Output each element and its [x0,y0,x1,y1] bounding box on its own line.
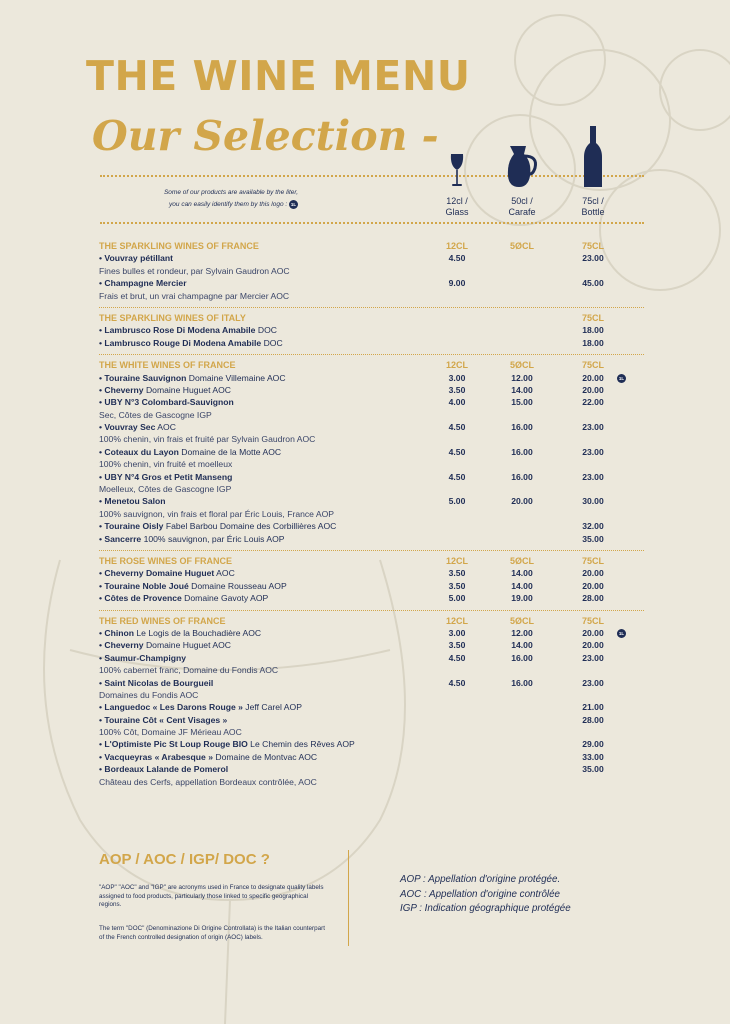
column-header-bottle: 75CL [581,555,604,566]
wine-name: Saint Nicolas de Bourgueil [104,677,214,688]
price-glass: 9.00 [448,278,466,289]
wine-item [99,337,644,349]
wine-item [99,639,644,651]
price-bottle: 23.00 [582,446,604,457]
bullet: • [99,593,103,604]
price-carafe: 19.00 [511,593,533,604]
bullet: • [99,278,103,289]
price-bottle: 23.00 [582,677,604,688]
wine-item [99,252,644,264]
page-subtitle: Our Selection - [92,112,439,160]
wine-name: Menetou Salon [104,496,166,507]
footer-divider [348,850,349,946]
column-header-glass: 12CL [445,241,468,251]
wine-description: 100% cabernet franc, Domaine du Fondis AOC [99,665,279,676]
wine-description: Domaines du Fondis AOC [99,689,199,700]
column-header-carafe: 5ØCL [509,615,534,626]
wine-name: Coteaux du Layon [104,446,179,457]
wine-item [99,567,644,579]
price-glass: 3.00 [448,372,466,383]
bullet: • [99,496,103,507]
price-carafe: 14.00 [511,568,533,579]
bullet: • [99,521,103,532]
wine-description: 100% chenin, vin fruité et moelleux [99,459,233,470]
wine-name: Touraine Noble Joué [104,580,189,591]
price-bottle: 29.00 [582,739,604,750]
size-label-bottle: 75cl / Bottle [581,196,605,217]
bullet: • [99,446,103,457]
price-glass: 3.50 [448,580,466,591]
size-label-carafe: 50cl / Carafe [508,196,536,217]
wine-description: Sec, Côtes de Gascogne IGP [99,409,212,420]
wine-section [99,610,644,788]
wine-name: L'Optimiste Pic St Loup Rouge BIO [104,739,248,750]
column-header-bottle: 75CL [581,312,604,323]
column-header-glass: 12CL [445,555,468,566]
price-carafe: 16.00 [511,446,533,457]
wine-description: Frais et brut, un vrai champagne par Mercier AOC [99,290,290,301]
liter-note [100,187,298,211]
bullet: • [99,397,103,408]
bullet: • [99,422,103,433]
wine-item [99,421,644,433]
price-bottle: 23.00 [582,471,604,482]
wine-name: Bordeaux Lalande de Pomerol [104,764,229,775]
column-header-glass: 12CL [445,615,468,626]
wine-glass-icon [427,153,487,189]
wine-item [99,372,644,384]
size-label-glass: 12cl / Glass [445,196,469,217]
wine-name: Languedoc « Les Darons Rouge » [104,702,243,713]
price-bottle: 18.00 [582,337,604,348]
wine-name: Vouvray pétillant [104,253,174,264]
wine-item [99,396,644,408]
price-carafe: 16.00 [511,471,533,482]
section-title: THE RED WINES OF FRANCE [99,615,226,626]
wine-section [99,354,644,545]
price-bottle: 35.00 [582,764,604,775]
price-glass: 3.50 [448,640,466,651]
price-carafe: 15.00 [511,397,533,408]
liter-badge-icon: 1L [618,375,625,381]
price-carafe: 16.00 [511,677,533,688]
wine-name: Vacqueyras « Arabesque » [104,751,214,762]
wine-detail: Le Logis de la Bouchadière AOC [134,627,262,638]
price-carafe: 12.00 [511,372,533,383]
wine-name: Sancerre [104,533,142,544]
price-bottle: 18.00 [582,325,604,336]
wine-name: Lambrusco Rouge Di Modena Amabile [104,337,262,348]
wine-detail: Domaine Rousseau AOP [188,580,287,591]
bullet: • [99,568,103,579]
bullet: • [99,384,103,395]
wine-description: 100% Côt, Domaine JF Mérieau AOC [99,727,242,738]
price-carafe: 14.00 [511,384,533,395]
price-glass: 3.50 [448,384,466,395]
wine-detail: AOC [214,568,235,579]
price-carafe: 12.00 [511,627,533,638]
price-glass: 5.00 [448,496,466,507]
column-header-carafe: 5ØCL [509,555,534,566]
price-bottle: 23.00 [582,652,604,663]
wine-item [99,471,644,483]
price-bottle: 21.00 [582,702,604,713]
price-bottle: 30.00 [582,496,604,507]
bullet: • [99,372,103,383]
price-bottle: 22.00 [582,397,604,408]
column-header-bottle: 75CL [581,615,604,626]
wine-detail: DOC [261,337,283,348]
column-header-bottle: 75CL [581,241,604,251]
price-bottle: 20.00 [582,568,604,579]
price-bottle: 32.00 [582,521,604,532]
wine-name: Champagne Mercier [104,278,187,289]
section-header [99,615,644,627]
wine-item [99,738,644,750]
bullet: • [99,471,103,482]
wine-detail: 100% sauvignon, par Éric Louis AOP [141,533,285,544]
price-glass: 4.50 [448,422,466,433]
wine-detail: Domaine Huguet AOC [143,640,231,651]
price-carafe: 16.00 [511,422,533,433]
wine-item [99,701,644,713]
section-header [99,240,644,252]
page-title: THE WINE MENU [86,52,471,100]
wine-detail: Domaine Gavoty AOP [181,593,269,604]
bullet: • [99,702,103,713]
price-bottle: 28.00 [582,593,604,604]
wine-section [99,307,644,349]
bullet: • [99,764,103,775]
aop-definitions [400,873,571,917]
price-bottle: 20.00 [582,384,604,395]
wine-detail: Domaine de Montvac AOC [213,751,318,762]
wine-name: Touraine Côt « Cent Visages » [104,714,228,725]
column-header-carafe: 5ØCL [509,360,534,371]
section-title: THE WHITE WINES OF FRANCE [99,360,236,371]
wine-item [99,652,644,664]
wine-detail: Fabel Barbou Domaine des Corbillières AOC [163,521,337,532]
aop-paragraph-1: "AOP" "AOC" and "IGP" are acronyms used in France to designate quality labels assigned to food products, particularly those linked to specific geographical regions. [99,884,324,909]
price-bottle: 23.00 [582,253,604,264]
wine-name: Lambrusco Rose Di Modena Amabile [104,325,256,336]
definition-igp: IGP : Indication géographique protégée [400,903,571,914]
wine-name: Touraine Sauvignon [104,372,187,383]
wine-section [99,240,644,302]
bullet: • [99,652,103,663]
wine-detail: Le Chemin des Rêves AOP [247,739,355,750]
section-header [99,555,644,567]
wine-name: UBY N°3 Colombard-Sauvignon [104,397,234,408]
wine-detail: Domaine Villemaine AOC [186,372,286,383]
price-bottle: 20.00 [582,627,604,638]
wine-item [99,277,644,289]
wine-item [99,677,644,689]
bullet: • [99,253,103,264]
liter-badge-icon: 1L [290,201,297,207]
price-carafe: 16.00 [511,652,533,663]
wine-item [99,751,644,763]
wine-item [99,763,644,775]
wine-name: Touraine Oisly [104,521,164,532]
definition-aoc: AOC : Appellation d'origine contrôlée [400,888,560,900]
wine-name: Chinon [104,627,134,638]
bullet: • [99,677,103,688]
section-header [99,359,644,371]
liter-badge-icon: 1L [618,630,625,636]
liter-note-line-2: you can easily identify them by this logo : [169,201,288,208]
wine-section [99,550,644,605]
wine-item [99,324,644,336]
price-glass: 4.00 [448,397,466,408]
price-glass: 4.50 [448,652,466,663]
carafe-icon [492,144,552,189]
price-glass: 4.50 [448,253,466,264]
wine-list [99,240,644,788]
section-title: THE ROSE WINES OF FRANCE [99,555,233,566]
wine-detail: DOC [255,325,277,336]
wine-item [99,592,644,604]
price-bottle: 35.00 [582,533,604,544]
wine-description: 100% sauvignon, vin frais et floral par Éric Louis, France AOP [99,508,335,519]
wine-description: Moelleux, Côtes de Gascogne IGP [99,484,232,495]
column-header-bottle: 75CL [581,360,604,371]
bottle-icon [563,125,623,188]
price-carafe: 20.00 [511,496,533,507]
price-glass: 4.50 [448,446,466,457]
bullet: • [99,739,103,750]
price-carafe: 14.00 [511,640,533,651]
aop-paragraph-2: The term "DOC" (Denominazione Di Origine Controllata) is the Italian counterpart of the French controlled designation of origin (AOC) labels. [99,925,326,941]
bullet: • [99,533,103,544]
liter-note-line-1: Some of our products are available by the liter, [163,189,298,196]
price-carafe: 14.00 [511,580,533,591]
price-bottle: 45.00 [582,278,604,289]
section-title: THE SPARKLING WINES OF ITALY [99,312,246,323]
bullet: • [99,325,103,336]
bullet: • [99,580,103,591]
wine-detail: Domaine Huguet AOC [143,384,231,395]
price-bottle: 20.00 [582,640,604,651]
wine-name: Cheverny Domaine Huguet [104,568,215,579]
price-glass: 4.50 [448,677,466,688]
wine-detail: AOC [155,422,176,433]
wine-name: Saumur-Champigny [104,652,187,663]
wine-description: 100% chenin, vin frais et fruité par Sylvain Gaudron AOC [99,434,316,445]
wine-detail: Domaine de la Motte AOC [178,446,282,457]
section-header [99,312,644,324]
definition-aop: AOP : Appellation d'origine protégée. [400,874,561,885]
bullet: • [99,627,103,638]
price-bottle: 28.00 [582,714,604,725]
wine-name: Cheverny [104,640,144,651]
wine-description: Château des Cerfs, appellation Bordeaux contrôlée, AOC [99,776,317,787]
wine-name: UBY N°4 Gros et Petit Manseng [104,471,233,482]
section-title: THE SPARKLING WINES OF FRANCE [99,241,259,251]
wine-name: Cheverny [104,384,144,395]
price-bottle: 20.00 [582,580,604,591]
wine-detail: Jeff Carel AOP [242,702,302,713]
price-glass: 5.00 [448,593,466,604]
price-glass: 3.50 [448,568,466,579]
bullet: • [99,751,103,762]
wine-item [99,627,644,639]
wine-description: Fines bulles et rondeur, par Sylvain Gaudron AOC [99,265,290,276]
wine-name: Vouvray Sec [104,422,156,433]
wine-item [99,384,644,396]
wine-item [99,533,644,545]
wine-item [99,446,644,458]
wine-item [99,495,644,507]
price-glass: 3.00 [448,627,466,638]
wine-item [99,580,644,592]
bullet: • [99,337,103,348]
wine-name: Côtes de Provence [104,593,182,604]
price-bottle: 23.00 [582,422,604,433]
column-header-carafe: 5ØCL [509,241,534,251]
wine-item [99,520,644,532]
price-bottle: 33.00 [582,751,604,762]
price-glass: 4.50 [448,471,466,482]
wine-item [99,714,644,726]
column-header-glass: 12CL [445,360,468,371]
bullet: • [99,714,103,725]
header-divider-bottom [100,222,644,224]
aop-title: AOP / AOC / IGP/ DOC ? [99,851,270,868]
bullet: • [99,640,103,651]
price-bottle: 20.00 [582,372,604,383]
